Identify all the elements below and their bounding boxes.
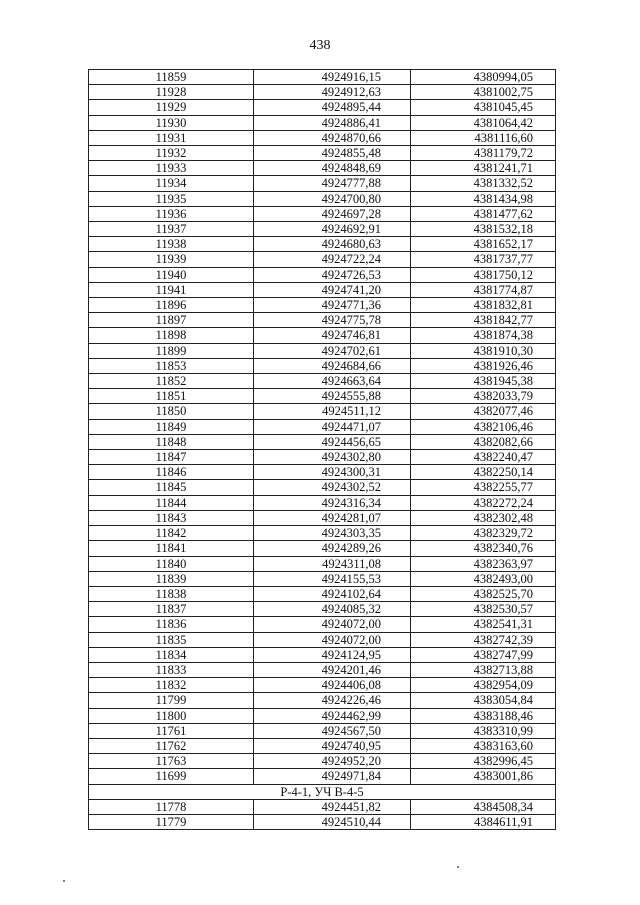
section-label: Р-4-1, УЧ В-4-5 xyxy=(89,784,556,799)
y-coordinate-cell: 4382530,57 xyxy=(411,602,556,617)
y-coordinate-cell: 4382033,79 xyxy=(411,389,556,404)
x-coordinate-cell: 4924316,34 xyxy=(254,495,411,510)
x-coordinate-cell: 4924722,24 xyxy=(254,252,411,267)
table-row xyxy=(89,541,556,556)
table-row xyxy=(89,115,556,130)
x-coordinate-cell: 4924226,46 xyxy=(254,693,411,708)
y-coordinate-cell: 4382742,39 xyxy=(411,632,556,647)
y-coordinate-cell: 4381750,12 xyxy=(411,267,556,282)
table-row xyxy=(89,298,556,313)
table-row xyxy=(89,602,556,617)
x-coordinate-cell: 4924684,66 xyxy=(254,358,411,373)
table-row xyxy=(89,465,556,480)
table-row xyxy=(89,738,556,753)
point-number-cell: 11940 xyxy=(89,267,254,282)
point-number-cell: 11850 xyxy=(89,404,254,419)
x-coordinate-cell: 4924510,44 xyxy=(254,814,411,829)
table-row xyxy=(89,632,556,647)
y-coordinate-cell: 4381332,52 xyxy=(411,176,556,191)
table-row xyxy=(89,754,556,769)
point-number-cell: 11778 xyxy=(89,799,254,814)
point-number-cell: 11836 xyxy=(89,617,254,632)
table-row xyxy=(89,404,556,419)
table-row xyxy=(89,526,556,541)
x-coordinate-cell: 4924102,64 xyxy=(254,586,411,601)
y-coordinate-cell: 4382106,46 xyxy=(411,419,556,434)
x-coordinate-cell: 4924746,81 xyxy=(254,328,411,343)
table-row xyxy=(89,419,556,434)
table-row xyxy=(89,161,556,176)
x-coordinate-cell: 4924692,91 xyxy=(254,222,411,237)
table-row xyxy=(89,343,556,358)
x-coordinate-cell: 4924085,32 xyxy=(254,602,411,617)
point-number-cell: 11845 xyxy=(89,480,254,495)
x-coordinate-cell: 4924740,95 xyxy=(254,738,411,753)
table-row xyxy=(89,313,556,328)
point-number-cell: 11846 xyxy=(89,465,254,480)
x-coordinate-cell: 4924895,44 xyxy=(254,100,411,115)
table-row xyxy=(89,176,556,191)
y-coordinate-cell: 4383054,84 xyxy=(411,693,556,708)
point-number-cell: 11937 xyxy=(89,222,254,237)
y-coordinate-cell: 4382996,45 xyxy=(411,754,556,769)
y-coordinate-cell: 4381842,77 xyxy=(411,313,556,328)
table-row xyxy=(89,556,556,571)
point-number-cell: 11941 xyxy=(89,282,254,297)
y-coordinate-cell: 4382713,88 xyxy=(411,662,556,677)
point-number-cell: 11761 xyxy=(89,723,254,738)
point-number-cell: 11839 xyxy=(89,571,254,586)
y-coordinate-cell: 4381945,38 xyxy=(411,374,556,389)
point-number-cell: 11929 xyxy=(89,100,254,115)
y-coordinate-cell: 4381241,71 xyxy=(411,161,556,176)
x-coordinate-cell: 4924886,41 xyxy=(254,115,411,130)
x-coordinate-cell: 4924952,20 xyxy=(254,754,411,769)
point-number-cell: 11935 xyxy=(89,191,254,206)
x-coordinate-cell: 4924663,64 xyxy=(254,374,411,389)
x-coordinate-cell: 4924567,50 xyxy=(254,723,411,738)
y-coordinate-cell: 4383188,46 xyxy=(411,708,556,723)
y-coordinate-cell: 4382525,70 xyxy=(411,586,556,601)
y-coordinate-cell: 4382302,48 xyxy=(411,510,556,525)
x-coordinate-cell: 4924726,53 xyxy=(254,267,411,282)
point-number-cell: 11859 xyxy=(89,70,254,85)
x-coordinate-cell: 4924072,00 xyxy=(254,632,411,647)
x-coordinate-cell: 4924697,28 xyxy=(254,206,411,221)
x-coordinate-cell: 4924303,35 xyxy=(254,526,411,541)
y-coordinate-cell: 4381179,72 xyxy=(411,146,556,161)
x-coordinate-cell: 4924289,26 xyxy=(254,541,411,556)
point-number-cell: 11840 xyxy=(89,556,254,571)
table-row xyxy=(89,450,556,465)
y-coordinate-cell: 4382082,66 xyxy=(411,434,556,449)
table-row xyxy=(89,617,556,632)
point-number-cell: 11847 xyxy=(89,450,254,465)
point-number-cell: 11835 xyxy=(89,632,254,647)
point-number-cell: 11837 xyxy=(89,602,254,617)
point-number-cell: 11763 xyxy=(89,754,254,769)
x-coordinate-cell: 4924302,52 xyxy=(254,480,411,495)
y-coordinate-cell: 4381064,42 xyxy=(411,115,556,130)
section-row-group xyxy=(89,784,556,799)
x-coordinate-cell: 4924912,63 xyxy=(254,85,411,100)
table-row xyxy=(89,723,556,738)
table-row xyxy=(89,571,556,586)
point-number-cell: 11799 xyxy=(89,693,254,708)
y-coordinate-cell: 4381532,18 xyxy=(411,222,556,237)
point-number-cell: 11853 xyxy=(89,358,254,373)
point-number-cell: 11699 xyxy=(89,769,254,784)
table-row xyxy=(89,358,556,373)
y-coordinate-cell: 4381002,75 xyxy=(411,85,556,100)
table-row xyxy=(89,267,556,282)
point-number-cell: 11779 xyxy=(89,814,254,829)
table-row xyxy=(89,191,556,206)
y-coordinate-cell: 4382493,00 xyxy=(411,571,556,586)
y-coordinate-cell: 4382541,31 xyxy=(411,617,556,632)
scan-speck xyxy=(63,880,65,882)
point-number-cell: 11833 xyxy=(89,662,254,677)
table-row xyxy=(89,814,556,829)
point-number-cell: 11834 xyxy=(89,647,254,662)
y-coordinate-cell: 4381045,45 xyxy=(411,100,556,115)
table-row xyxy=(89,389,556,404)
point-number-cell: 11938 xyxy=(89,237,254,252)
point-number-cell: 11931 xyxy=(89,130,254,145)
table-row xyxy=(89,222,556,237)
y-coordinate-cell: 4382954,09 xyxy=(411,678,556,693)
y-coordinate-cell: 4382329,72 xyxy=(411,526,556,541)
point-number-cell: 11939 xyxy=(89,252,254,267)
table-row xyxy=(89,510,556,525)
y-coordinate-cell: 4382255,77 xyxy=(411,480,556,495)
point-number-cell: 11851 xyxy=(89,389,254,404)
x-coordinate-cell: 4924302,80 xyxy=(254,450,411,465)
point-number-cell: 11848 xyxy=(89,434,254,449)
table-row xyxy=(89,662,556,677)
x-coordinate-cell: 4924971,84 xyxy=(254,769,411,784)
point-number-cell: 11928 xyxy=(89,85,254,100)
coordinates-rows xyxy=(89,70,556,785)
point-number-cell: 11843 xyxy=(89,510,254,525)
x-coordinate-cell: 4924155,53 xyxy=(254,571,411,586)
table-row xyxy=(89,480,556,495)
table-row xyxy=(89,693,556,708)
y-coordinate-cell: 4381832,81 xyxy=(411,298,556,313)
x-coordinate-cell: 4924702,61 xyxy=(254,343,411,358)
point-number-cell: 11899 xyxy=(89,343,254,358)
y-coordinate-cell: 4381774,87 xyxy=(411,282,556,297)
point-number-cell: 11849 xyxy=(89,419,254,434)
x-coordinate-cell: 4924700,80 xyxy=(254,191,411,206)
x-coordinate-cell: 4924771,36 xyxy=(254,298,411,313)
x-coordinate-cell: 4924201,46 xyxy=(254,662,411,677)
x-coordinate-cell: 4924456,65 xyxy=(254,434,411,449)
y-coordinate-cell: 4382340,76 xyxy=(411,541,556,556)
x-coordinate-cell: 4924300,31 xyxy=(254,465,411,480)
table-row xyxy=(89,708,556,723)
point-number-cell: 11930 xyxy=(89,115,254,130)
x-coordinate-cell: 4924451,82 xyxy=(254,799,411,814)
point-number-cell: 11841 xyxy=(89,541,254,556)
y-coordinate-cell: 4381652,17 xyxy=(411,237,556,252)
point-number-cell: 11842 xyxy=(89,526,254,541)
x-coordinate-cell: 4924124,95 xyxy=(254,647,411,662)
x-coordinate-cell: 4924855,48 xyxy=(254,146,411,161)
point-number-cell: 11762 xyxy=(89,738,254,753)
y-coordinate-cell: 4384611,91 xyxy=(411,814,556,829)
point-number-cell: 11932 xyxy=(89,146,254,161)
y-coordinate-cell: 4383310,99 xyxy=(411,723,556,738)
section-coordinates-rows xyxy=(89,799,556,829)
point-number-cell: 11896 xyxy=(89,298,254,313)
point-number-cell: 11800 xyxy=(89,708,254,723)
y-coordinate-cell: 4384508,34 xyxy=(411,799,556,814)
x-coordinate-cell: 4924072,00 xyxy=(254,617,411,632)
x-coordinate-cell: 4924741,20 xyxy=(254,282,411,297)
scan-speck xyxy=(457,866,459,868)
table-row xyxy=(89,237,556,252)
point-number-cell: 11852 xyxy=(89,374,254,389)
y-coordinate-cell: 4383163,60 xyxy=(411,738,556,753)
x-coordinate-cell: 4924555,88 xyxy=(254,389,411,404)
table-row xyxy=(89,434,556,449)
y-coordinate-cell: 4381116,60 xyxy=(411,130,556,145)
x-coordinate-cell: 4924777,88 xyxy=(254,176,411,191)
table-row xyxy=(89,647,556,662)
point-number-cell: 11897 xyxy=(89,313,254,328)
x-coordinate-cell: 4924870,66 xyxy=(254,130,411,145)
y-coordinate-cell: 4382240,47 xyxy=(411,450,556,465)
y-coordinate-cell: 4381434,98 xyxy=(411,191,556,206)
table-row xyxy=(89,130,556,145)
y-coordinate-cell: 4382250,14 xyxy=(411,465,556,480)
x-coordinate-cell: 4924406,08 xyxy=(254,678,411,693)
x-coordinate-cell: 4924462,99 xyxy=(254,708,411,723)
point-number-cell: 11832 xyxy=(89,678,254,693)
table-row xyxy=(89,252,556,267)
x-coordinate-cell: 4924848,69 xyxy=(254,161,411,176)
table-row xyxy=(89,70,556,85)
x-coordinate-cell: 4924916,15 xyxy=(254,70,411,85)
table-row xyxy=(89,586,556,601)
x-coordinate-cell: 4924281,07 xyxy=(254,510,411,525)
y-coordinate-cell: 4381910,30 xyxy=(411,343,556,358)
y-coordinate-cell: 4381874,38 xyxy=(411,328,556,343)
table-row xyxy=(89,495,556,510)
point-number-cell: 11934 xyxy=(89,176,254,191)
x-coordinate-cell: 4924311,08 xyxy=(254,556,411,571)
table-row xyxy=(89,85,556,100)
table-row xyxy=(89,769,556,784)
table-row xyxy=(89,100,556,115)
y-coordinate-cell: 4382077,46 xyxy=(411,404,556,419)
table-row xyxy=(89,799,556,814)
y-coordinate-cell: 4382747,99 xyxy=(411,647,556,662)
table-row xyxy=(89,374,556,389)
y-coordinate-cell: 4381737,77 xyxy=(411,252,556,267)
y-coordinate-cell: 4382363,97 xyxy=(411,556,556,571)
section-row xyxy=(89,784,556,799)
table-row xyxy=(89,328,556,343)
table-row xyxy=(89,678,556,693)
x-coordinate-cell: 4924775,78 xyxy=(254,313,411,328)
table-row xyxy=(89,206,556,221)
point-number-cell: 11936 xyxy=(89,206,254,221)
y-coordinate-cell: 4383001,86 xyxy=(411,769,556,784)
table-row xyxy=(89,146,556,161)
point-number-cell: 11898 xyxy=(89,328,254,343)
y-coordinate-cell: 4382272,24 xyxy=(411,495,556,510)
x-coordinate-cell: 4924471,07 xyxy=(254,419,411,434)
y-coordinate-cell: 4381477,62 xyxy=(411,206,556,221)
y-coordinate-cell: 4380994,05 xyxy=(411,70,556,85)
point-number-cell: 11844 xyxy=(89,495,254,510)
point-number-cell: 11838 xyxy=(89,586,254,601)
point-number-cell: 11933 xyxy=(89,161,254,176)
y-coordinate-cell: 4381926,46 xyxy=(411,358,556,373)
coordinates-table xyxy=(88,69,556,830)
x-coordinate-cell: 4924511,12 xyxy=(254,404,411,419)
table-row xyxy=(89,282,556,297)
x-coordinate-cell: 4924680,63 xyxy=(254,237,411,252)
page-number: 438 xyxy=(309,38,331,53)
